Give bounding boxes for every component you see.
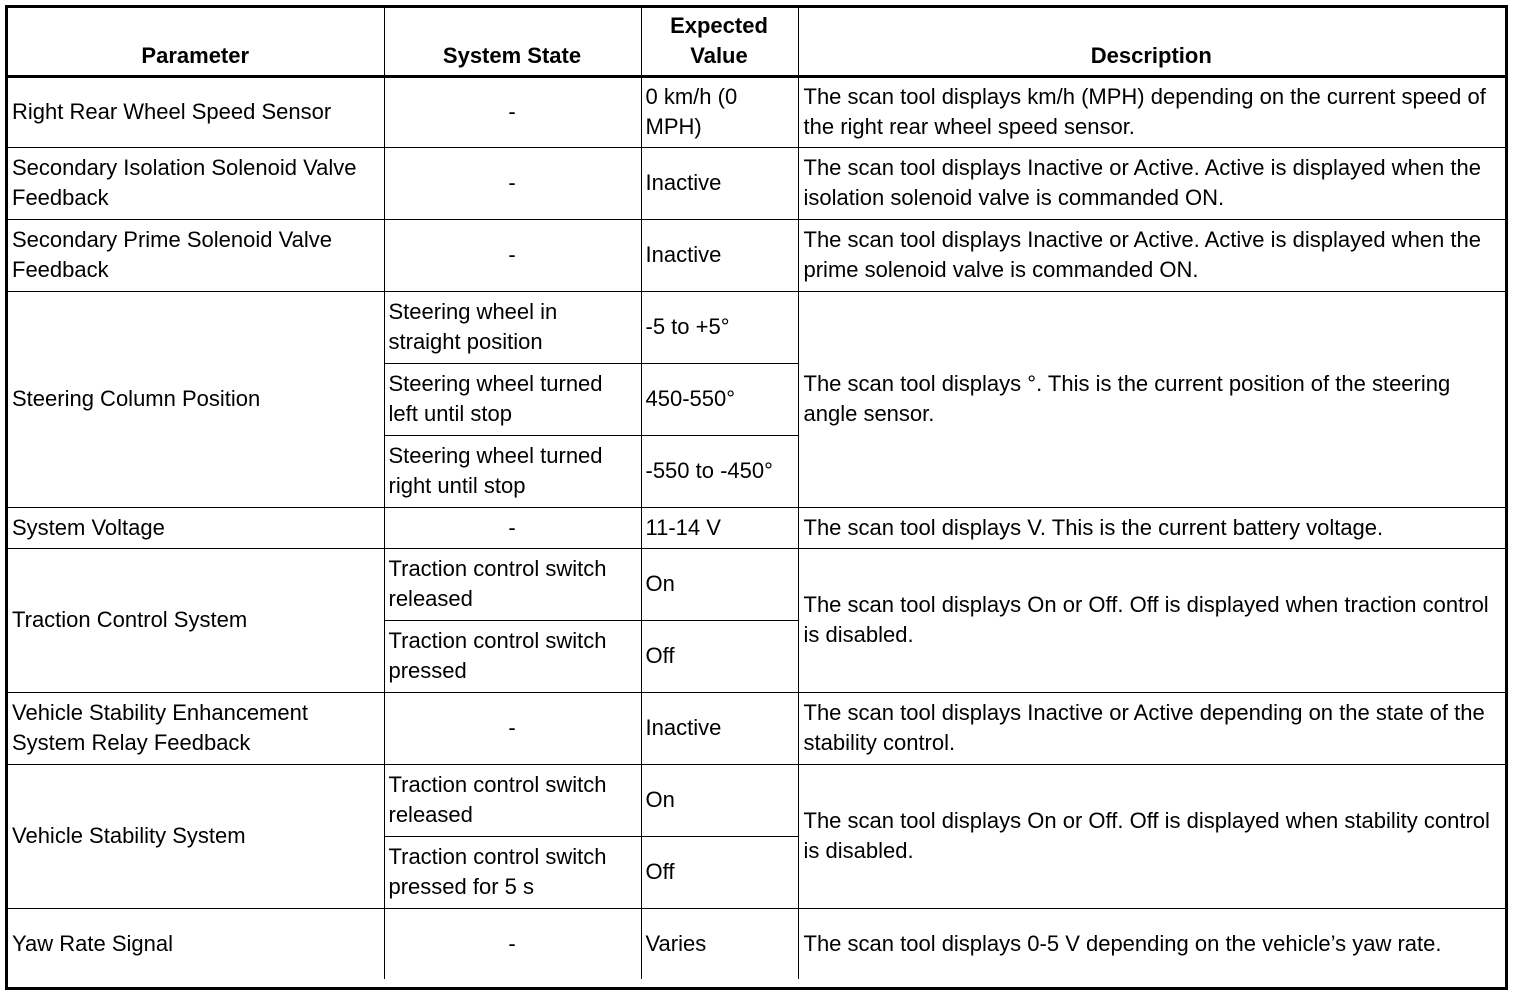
table-row — [8, 291, 1505, 363]
expected-value-cell: Off — [641, 836, 798, 908]
description-cell: The scan tool displays On or Off. Off is displayed when stability control is disabled. — [798, 764, 1505, 908]
scan-data-table — [8, 8, 1505, 979]
description-cell: The scan tool displays Inactive or Active. Active is displayed when the prime solenoid valve is commanded ON. — [798, 219, 1505, 291]
description-cell: The scan tool displays °. This is the current position of the steering angle sensor. — [798, 291, 1505, 507]
table-row — [8, 219, 1505, 291]
expected-value-cell: Inactive — [641, 219, 798, 291]
system-state-cell: Steering wheel in straight position — [384, 291, 641, 363]
header-description: Description — [798, 8, 1505, 76]
parameter-cell: Traction Control System — [8, 548, 384, 692]
header-row — [8, 8, 1505, 76]
description-cell: The scan tool displays km/h (MPH) depending on the current speed of the right rear wheel speed sensor. — [798, 76, 1505, 147]
expected-value-cell: -550 to -450° — [641, 435, 798, 507]
parameter-cell: System Voltage — [8, 507, 384, 548]
table-row — [8, 908, 1505, 979]
expected-value-cell: 450-550° — [641, 363, 798, 435]
system-state-cell: Traction control switch pressed for 5 s — [384, 836, 641, 908]
expected-value-cell: Off — [641, 620, 798, 692]
expected-value-cell: On — [641, 548, 798, 620]
expected-value-cell: Varies — [641, 908, 798, 979]
parameter-cell: Vehicle Stability Enhancement System Relay Feedback — [8, 692, 384, 764]
system-state-cell: - — [384, 219, 641, 291]
parameter-cell: Vehicle Stability System — [8, 764, 384, 908]
description-cell: The scan tool displays Inactive or Active. Active is displayed when the isolation solenoid valve is commanded ON. — [798, 147, 1505, 219]
system-state-cell: Traction control switch released — [384, 548, 641, 620]
system-state-cell: Traction control switch pressed — [384, 620, 641, 692]
parameter-cell: Yaw Rate Signal — [8, 908, 384, 979]
description-cell: The scan tool displays Inactive or Active depending on the state of the stability control. — [798, 692, 1505, 764]
expected-value-cell: 11-14 V — [641, 507, 798, 548]
header-parameter: Parameter — [8, 8, 384, 76]
table-row — [8, 548, 1505, 620]
system-state-cell: Traction control switch released — [384, 764, 641, 836]
header-system-state: System State — [384, 8, 641, 76]
table-row — [8, 692, 1505, 764]
system-state-cell: - — [384, 908, 641, 979]
expected-value-cell: On — [641, 764, 798, 836]
parameter-cell: Secondary Isolation Solenoid Valve Feedback — [8, 147, 384, 219]
parameter-cell: Steering Column Position — [8, 291, 384, 507]
description-cell: The scan tool displays On or Off. Off is displayed when traction control is disabled. — [798, 548, 1505, 692]
system-state-cell: - — [384, 76, 641, 147]
table-row — [8, 76, 1505, 147]
expected-value-cell: -5 to +5° — [641, 291, 798, 363]
table-row — [8, 507, 1505, 548]
system-state-cell: - — [384, 507, 641, 548]
table-row — [8, 764, 1505, 836]
parameter-cell: Secondary Prime Solenoid Valve Feedback — [8, 219, 384, 291]
system-state-cell: - — [384, 692, 641, 764]
expected-value-cell: Inactive — [641, 147, 798, 219]
parameter-cell: Right Rear Wheel Speed Sensor — [8, 76, 384, 147]
description-cell: The scan tool displays V. This is the current battery voltage. — [798, 507, 1505, 548]
system-state-cell: Steering wheel turned left until stop — [384, 363, 641, 435]
description-cell: The scan tool displays 0-5 V depending on the vehicle’s yaw rate. — [798, 908, 1505, 979]
system-state-cell: Steering wheel turned right until stop — [384, 435, 641, 507]
system-state-cell: - — [384, 147, 641, 219]
expected-value-cell: Inactive — [641, 692, 798, 764]
expected-value-cell: 0 km/h (0 MPH) — [641, 76, 798, 147]
header-expected-value: Expected Value — [641, 8, 798, 76]
table-row — [8, 147, 1505, 219]
